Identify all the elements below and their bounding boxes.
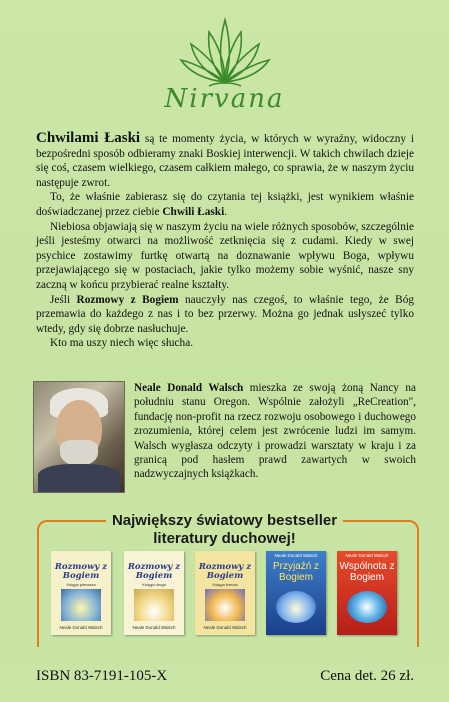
phrase-chwilami-laski: Chwilami Łaski [36,130,141,146]
book-cover [124,551,184,635]
book-title: Wspólnota z Bogiem [339,561,395,583]
book-author: Neale Donald Walsch [274,553,318,558]
bio-text: mieszka ze swoją żoną Nancy na południu stanu Oregon. Wspólnie założyli „ReCreation", fundację non-profit na rzecz rozwoju osobowego i duchowego zrozumienia, której celem jest zwrócenie ludzi im samym. Walsch wygłasza odczyty i prowadzi warsztaty w kraju i za granicą pod hasłem prawd zawartych w swoich nadzwyczajnych książkach. [134,382,416,481]
book-subtitle: Księga trzecia [212,582,238,587]
phrase-rozmowy-z-bogiem: Rozmowy z Bogiem [76,293,179,306]
book-cover [337,551,397,635]
phrase-chwili-laski: Chwili Łaski [162,205,225,218]
author-photo [33,381,125,493]
paragraph-2-end: . [224,205,228,218]
author-bio [134,381,416,482]
book-subtitle: Księga druga [142,582,166,587]
paragraph-2 [36,190,414,219]
book-illustration [347,591,387,623]
price: Cena det. 26 zł. [320,668,414,684]
paragraph-3: Niebiosa objawiają się w naszym życiu na wiele różnych sposobów, szczególnie jeśli jesteśmy otwarci na możliwość zetknięcia się z cudami. Kiedy w swej psychice zostawimy furtkę otwartą na doznawanie wpływu Boga, wpływu przejawiającego się w postaciach, jakie tylko możemy sobie wyśnić, nasze sny zaczną w końcu przybierać realne kształty. [36,220,414,291]
brand-name: Nirvana [164,84,285,114]
book-author: Neale Donald Walsch [203,625,247,630]
book-title: Rozmowy z Bogiem [127,562,181,581]
bio-paragraph [134,381,416,482]
book-illustration [205,589,245,621]
paragraph-4-text: nauczyły nas czegoś, to właśnie tego, że Bóg przemawia do każdego z nas i to bez przerwy. Można go jednak usłyszeć tylko wtedy, gdy się dobrze nasłuchuje. [36,293,414,335]
book-illustration [276,591,316,623]
book-cover [266,551,326,635]
book-author: Neale Donald Walsch [345,553,389,558]
lotus-icon [179,12,271,92]
paragraph-1 [36,131,414,190]
isbn: ISBN 83-7191-105-X [36,668,168,684]
book-cover [51,551,111,635]
book-author: Neale Donald Walsch [132,625,176,630]
paragraph-2-text: To, że właśnie zabierasz się do czytania tej książki, jest wynikiem właśnie doświadczanej przez ciebie [36,191,414,218]
book-title: Przyjaźń z Bogiem [272,561,320,583]
book-subtitle: Księga pierwsza [66,582,96,587]
promo-line-1: Największy światowy bestseller [106,512,343,530]
paragraph-4-start: Jeśli [50,293,77,306]
book-author: Neale Donald Walsch [59,625,103,630]
book-list [51,551,411,637]
book-illustration [134,589,174,621]
paragraph-5: Kto ma uszy niech więc słucha. [50,337,194,350]
blurb [36,131,414,351]
book-title: Rozmowy z Bogiem [54,562,108,581]
paragraph-4 [36,293,414,337]
author-name: Neale Donald Walsch [134,382,244,394]
promo-title [0,512,449,548]
paragraph-1-text: są te momenty życia, w których w wyraźny, widoczny i bezpośredni sposób odbieramy znaki Boskiej interwencji. W takich chwilach dzieje się coś, czasem wielkiego, czasem całkiem małego, co sprawia, że w naszym życiu następuje zwrot. [36,133,415,189]
book-illustration [61,589,101,621]
book-title: Rozmowy z Bogiem [198,562,252,581]
promo-line-2: literatury duchowej! [147,530,302,548]
book-cover [195,551,255,635]
